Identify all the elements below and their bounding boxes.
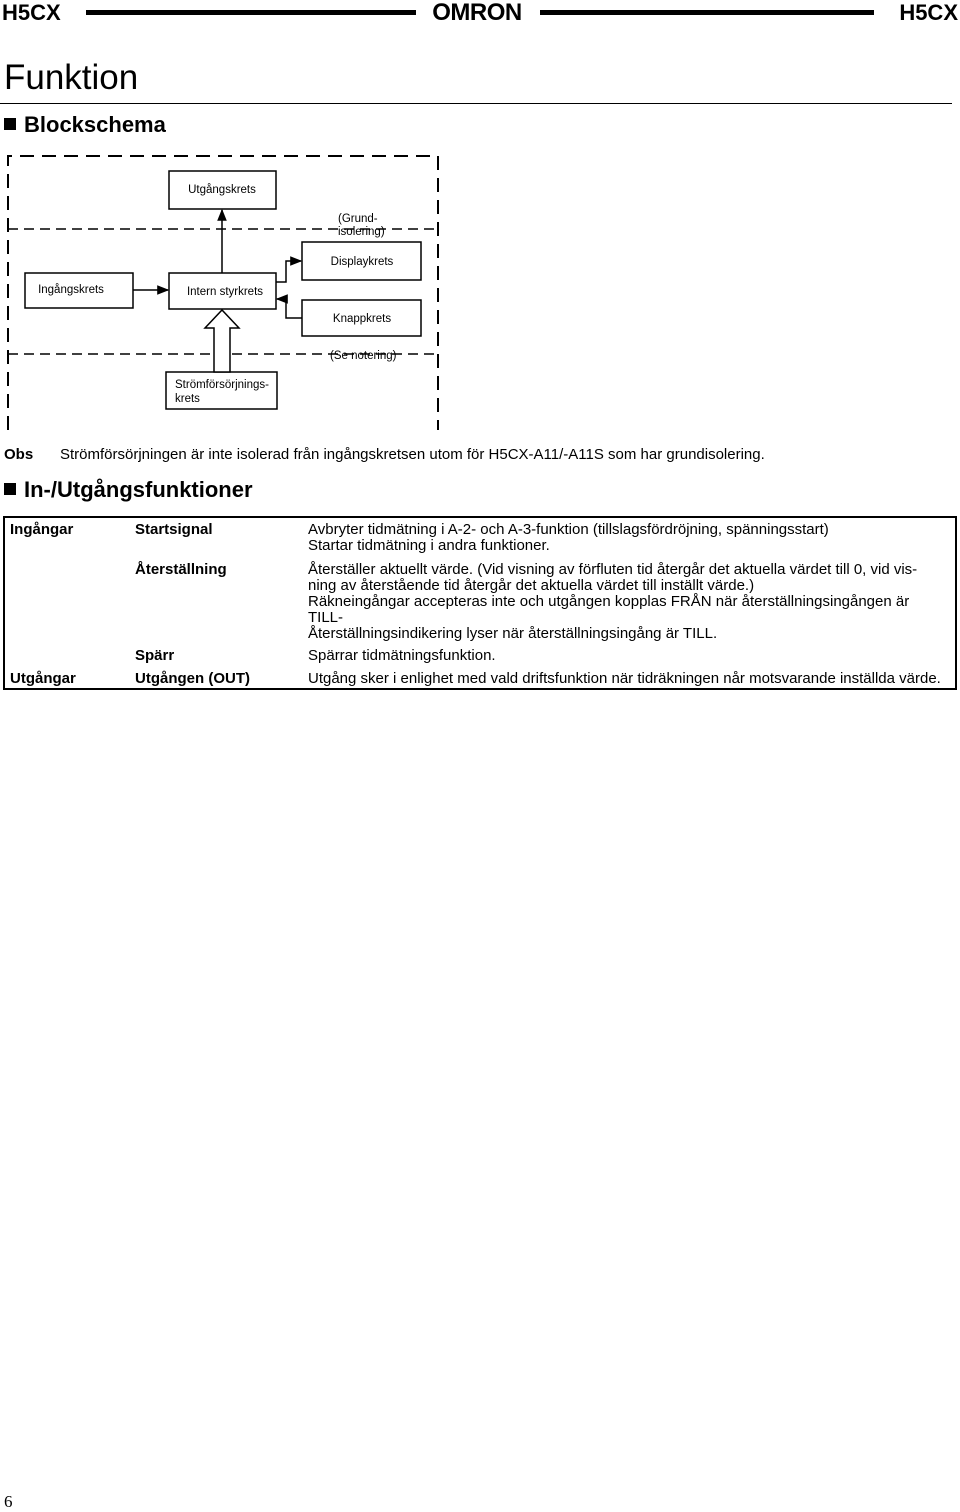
label-input-circuit: Ingångskrets	[38, 284, 104, 296]
note-label: Obs	[4, 446, 34, 463]
label-key-circuit: Knappkrets	[332, 313, 392, 325]
square-bullet-icon	[4, 483, 16, 495]
header-rule-right	[540, 10, 874, 15]
section-blockschema	[4, 112, 166, 138]
row-reset-line4: TILL-	[308, 609, 344, 626]
arrow-key-to-control	[277, 299, 302, 318]
square-bullet-icon	[4, 118, 16, 130]
section-heading: Blockschema	[24, 112, 166, 137]
label-insulation-line2: isolering)	[338, 226, 385, 238]
brand-logo: OMRON	[432, 0, 522, 26]
note-text: Strömförsörjningen är inte isolerad från ingångskretsen utom för H5CX-A11/-A11S som har grundisolering.	[60, 446, 765, 463]
row-out-line1: Utgång sker i enlighet med vald driftsfunktion när tidräkningen når motsvarande inställda värde.	[308, 670, 941, 687]
label-internal-control: Intern styrkrets	[186, 286, 264, 298]
row-reset-line1: Återställer aktuellt värde. (Vid visning av förfluten tid återgår det aktuella värdet till 0, vid vis-	[308, 561, 918, 578]
row-reset-name: Återställning	[135, 561, 227, 578]
label-see-note: (Se notering)	[330, 350, 397, 362]
page-number: 6	[4, 1492, 13, 1511]
label-power-line2: krets	[175, 393, 200, 405]
row-lock-line1: Spärrar tidmätningsfunktion.	[308, 647, 496, 664]
arrow-control-to-display	[276, 261, 301, 282]
group-inputs: Ingångar	[10, 521, 74, 538]
label-power-line1: Strömförsörjnings-	[175, 379, 269, 391]
row-lock-name: Spärr	[135, 647, 175, 664]
label-display-circuit: Displaykrets	[330, 256, 394, 268]
label-output-circuit: Utgångskrets	[188, 184, 256, 196]
page-title: Funktion	[4, 58, 139, 97]
header-left-code: H5CX	[2, 0, 61, 25]
header-rule-left	[86, 10, 416, 15]
row-start-line2: Startar tidmätning i andra funktioner.	[308, 537, 550, 554]
block-diagram	[0, 150, 450, 435]
row-reset-line2: ning av återstående tid återgår det aktuella värdet till inställt värde.)	[308, 577, 755, 594]
header-right-code: H5CX	[899, 0, 958, 25]
section-heading: In-/Utgångsfunktioner	[24, 477, 253, 502]
row-start-line1: Avbryter tidmätning i A-2- och A-3-funktion (tillslagsfördröjning, spänningsstart)	[308, 521, 829, 538]
title-rule	[0, 103, 952, 104]
row-reset-line3: Räkneingångar accepteras inte och utgången kopplas FRÅN när återställningsingången är	[308, 593, 910, 610]
row-start-name: Startsignal	[135, 521, 213, 538]
section-io-functions	[4, 477, 253, 503]
power-supply-arrow	[205, 310, 239, 372]
row-reset-line5: Återställningsindikering lyser när återställningsingång är TILL.	[308, 625, 718, 642]
label-insulation-line1: (Grund-	[338, 213, 378, 225]
row-out-name: Utgången (OUT)	[135, 670, 250, 687]
io-function-table	[3, 516, 957, 690]
group-outputs: Utgångar	[10, 670, 76, 687]
